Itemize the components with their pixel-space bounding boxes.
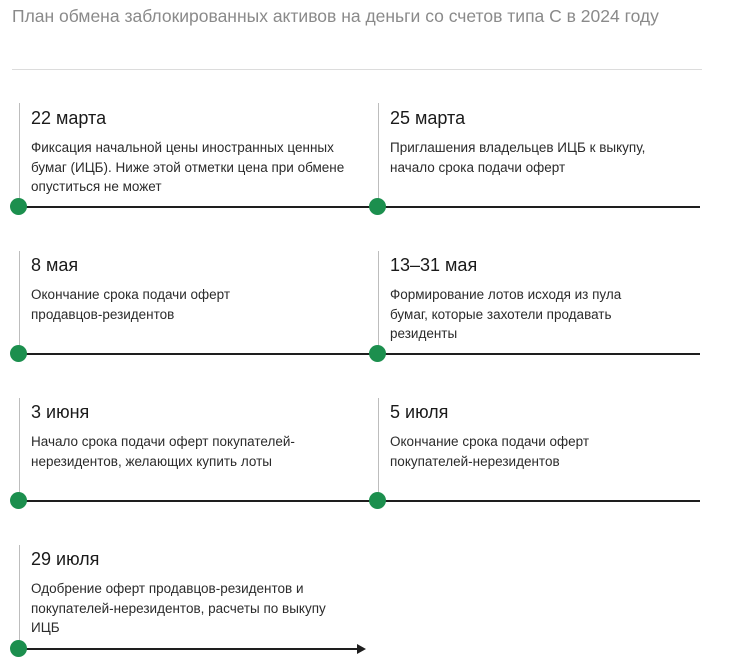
timeline-horizontal-line <box>378 353 700 355</box>
timeline-vertical-line <box>378 398 379 501</box>
timeline-event <box>31 547 331 638</box>
timeline-horizontal-line <box>19 353 378 355</box>
timeline-event <box>31 253 281 324</box>
title-divider <box>12 69 702 70</box>
event-date: 25 марта <box>390 108 466 128</box>
milestone-dot <box>10 640 27 657</box>
arrow-head-icon <box>357 644 366 654</box>
timeline-vertical-line <box>19 398 20 501</box>
timeline-horizontal-line <box>19 206 378 208</box>
event-date: 22 марта <box>31 108 107 128</box>
timeline-horizontal-line <box>378 206 700 208</box>
timeline-event <box>390 253 640 344</box>
timeline-event <box>390 400 640 471</box>
timeline-event <box>31 106 361 197</box>
event-description: Фиксация начальной цены иностранных ценных бумаг (ИЦБ). Ниже этой отметки цена при обмене опуститься не может <box>31 140 345 194</box>
timeline-vertical-line <box>378 251 379 354</box>
milestone-dot <box>369 198 386 215</box>
diagram-title: План обмена заблокированных активов на деньги со счетов типа С в 2024 году <box>12 6 659 26</box>
timeline-vertical-line <box>19 251 20 354</box>
event-description: Окончание срока подачи оферт продавцов-резидентов <box>31 287 230 322</box>
timeline-horizontal-line <box>19 500 378 502</box>
event-description: Окончание срока подачи оферт покупателей-нерезидентов <box>390 434 589 469</box>
timeline-vertical-line <box>19 103 20 207</box>
milestone-dot <box>10 492 27 509</box>
timeline-vertical-line <box>378 103 379 207</box>
event-description: Формирование лотов исходя из пула бумаг, которые захотели продавать резиденты <box>390 287 622 341</box>
event-description: Приглашения владельцев ИЦБ к выкупу, начало срока подачи оферт <box>390 140 646 175</box>
event-date: 13–31 мая <box>390 255 478 275</box>
milestone-dot <box>369 345 386 362</box>
event-date: 5 июля <box>390 402 449 422</box>
timeline-event <box>390 106 680 177</box>
event-date: 29 июля <box>31 549 100 569</box>
timeline-horizontal-line <box>378 500 700 502</box>
timeline-event <box>31 400 321 471</box>
milestone-dot <box>369 492 386 509</box>
event-date: 8 мая <box>31 255 79 275</box>
milestone-dot <box>10 345 27 362</box>
event-date: 3 июня <box>31 402 90 422</box>
timeline-arrow-line <box>19 648 359 650</box>
event-description: Одобрение оферт продавцов-резидентов и покупателей-нерезидентов, расчеты по выкупу ИЦБ <box>31 581 326 635</box>
milestone-dot <box>10 198 27 215</box>
timeline-vertical-line <box>19 545 20 649</box>
event-description: Начало срока подачи оферт покупателей-нерезидентов, желающих купить лоты <box>31 434 295 469</box>
